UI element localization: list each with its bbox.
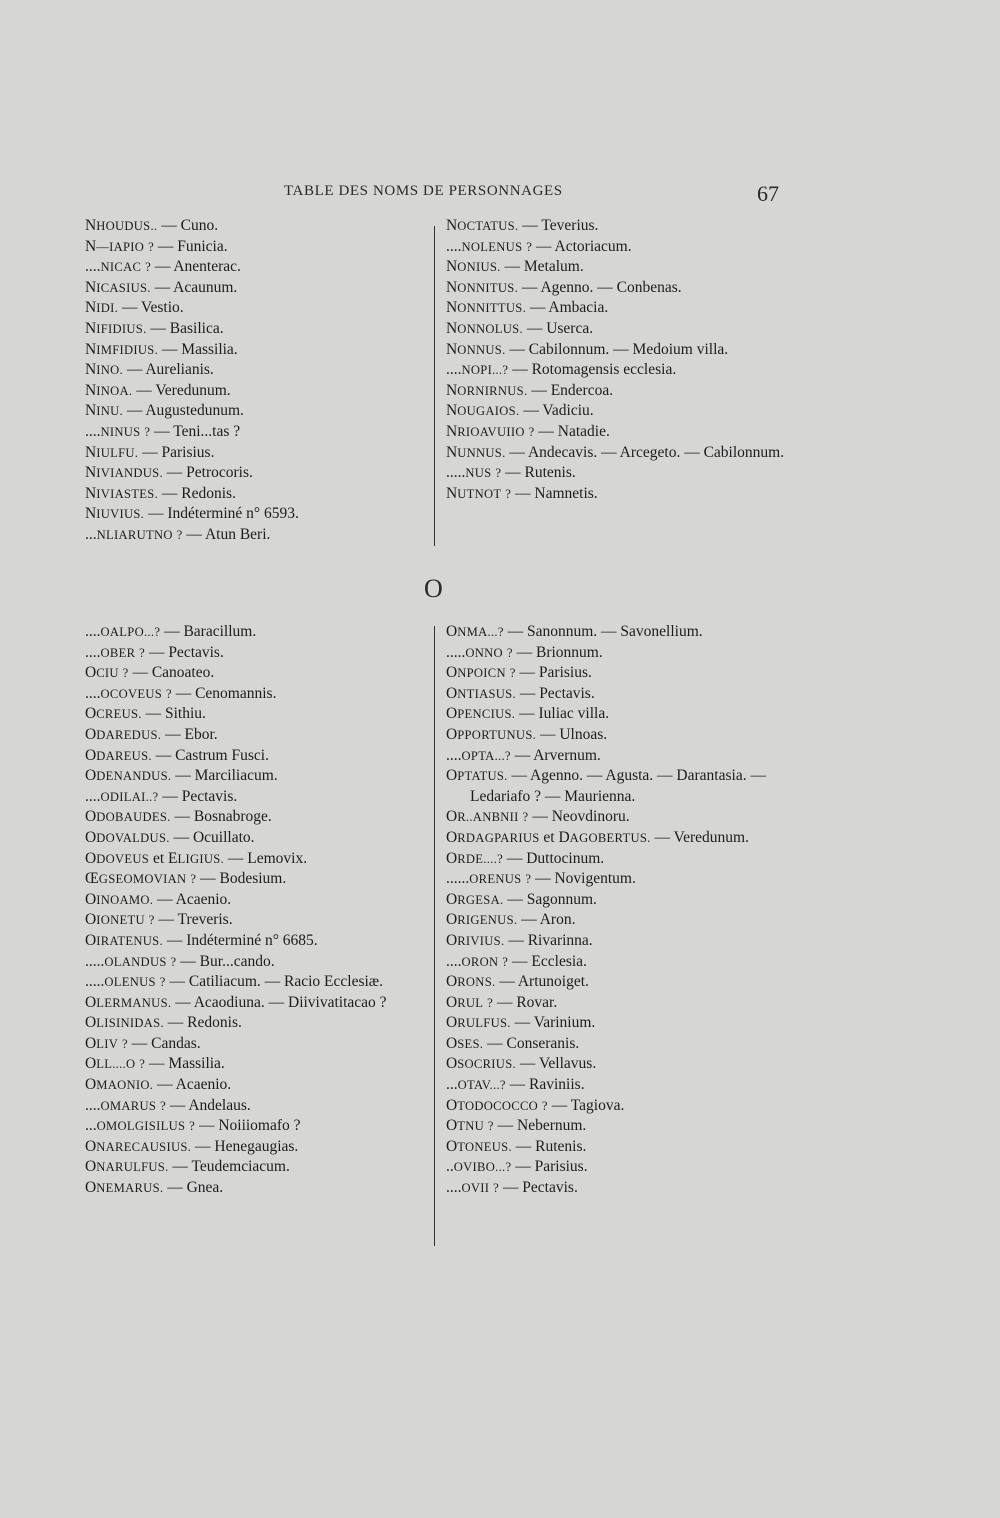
entry-place: Duttocinum.: [526, 849, 605, 867]
entry-name: ONTIASUS.: [446, 684, 516, 702]
entry-name: ORONS.: [446, 973, 496, 991]
entry-name: ONEMARUS.: [85, 1179, 164, 1197]
entry-place: Nebernum.: [517, 1117, 587, 1135]
index-entry: ORIVIUS. — Rivarinna.: [446, 931, 593, 949]
entry-name: ....NICAC ?: [85, 258, 151, 276]
entry-place: Lemovix.: [247, 849, 308, 867]
entry-place: Ulnoas.: [559, 725, 608, 743]
index-entry: N—IAPIO ? — Funicia.: [85, 237, 228, 255]
entry-name: OCIU ?: [85, 664, 129, 682]
entry-name: ....OCOVEUS ?: [85, 684, 172, 702]
entry-place: Henegaugias.: [214, 1137, 299, 1155]
entry-name: NONNUS.: [446, 340, 506, 358]
index-entry: ....OMARUS ? — Andelaus.: [85, 1096, 251, 1114]
index-entry: NONNITTUS. — Ambacia.: [446, 299, 609, 317]
entry-name: NINOA.: [85, 381, 133, 399]
index-entry: OTNU ? — Nebernum.: [446, 1117, 587, 1135]
entry-place: Sithiu.: [165, 705, 206, 723]
index-entry: ....OCOVEUS ? — Cenomannis.: [85, 684, 277, 702]
entry-name: ....ODILAI..?: [85, 787, 159, 805]
entry-name: ONPOICN ?: [446, 664, 516, 682]
entry-place: Acaunum.: [173, 278, 238, 296]
entry-name: ORDE....?: [446, 849, 503, 867]
entry-name: NONNITTUS.: [446, 299, 527, 317]
index-entry: .....NUS ? — Rutenis.: [446, 464, 576, 482]
index-entry: ...OMOLGISILUS ? — Noiiiomafo ?: [85, 1117, 301, 1135]
entry-name: NIVIASTES.: [85, 484, 159, 502]
entry-place: Pectavis.: [168, 643, 224, 661]
n-right-column: [446, 216, 791, 504]
index-entry: ....OALPO...? — Baracillum.: [85, 623, 257, 640]
index-entry: ....OPTA...? — Arvernum.: [446, 746, 601, 764]
entry-place: Redonis.: [187, 1014, 242, 1032]
entry-place: Ocuillato.: [192, 828, 255, 846]
index-entry: OSES. — Conseranis.: [446, 1034, 580, 1052]
entry-name: OSES.: [446, 1034, 484, 1052]
entry-place: Andelaus.: [188, 1096, 251, 1114]
index-entry: ....OVII ? — Pectavis.: [446, 1179, 578, 1197]
entry-place: Neovdinoru.: [551, 808, 630, 826]
index-entry: NINU. — Augustedunum.: [85, 402, 244, 420]
entry-place: Metalum.: [523, 258, 584, 276]
entry-place: Teni...tas ?: [173, 422, 241, 440]
entry-name: ....NOPI...?: [446, 361, 509, 379]
index-entry: NIFIDIUS. — Basilica.: [85, 319, 224, 337]
entry-name: NIVIANDUS.: [85, 464, 163, 482]
entry-place: Vestio.: [141, 299, 184, 317]
entry-name: OTNU ?: [446, 1117, 494, 1135]
entry-place: Bosnabroge.: [193, 808, 272, 826]
entry-name: ODAREDUS.: [85, 725, 162, 743]
entry-name: .....OLANDUS ?: [85, 952, 177, 970]
index-entry: OCREUS. — Sithiu.: [85, 705, 206, 723]
index-entry: NIULFU. — Parisius.: [85, 443, 215, 461]
index-entry: ORULFUS. — Varinium.: [446, 1014, 596, 1032]
entry-name: OLL....O ?: [85, 1055, 146, 1073]
entry-name: ....OPTA...?: [446, 746, 511, 764]
entry-name: ......ORENUS ?: [446, 870, 532, 888]
entry-place: Pectavis.: [181, 787, 238, 805]
entry-place: Cenomannis.: [195, 684, 277, 702]
entry-name: NIDI.: [85, 299, 119, 317]
entry-place: Ambacia.: [548, 299, 609, 317]
index-entry: NRIOAVUIIO ? — Natadie.: [446, 422, 610, 440]
entry-place: Actoriacum.: [554, 237, 632, 255]
entry-place: Ecclesia.: [531, 952, 587, 970]
index-entry: ONTIASUS. — Pectavis.: [446, 684, 595, 702]
entry-name: ODOVEUS et ELIGIUS.: [85, 849, 225, 867]
index-entry: OINOAMO. — Acaenio.: [85, 890, 232, 908]
entry-place: Cuno.: [180, 217, 219, 234]
index-entry: ORIGENUS. — Aron.: [446, 911, 576, 929]
page-number: 67: [757, 181, 779, 206]
entry-place: Pectavis.: [522, 1179, 578, 1197]
entry-name: .....OLENUS ?: [85, 973, 166, 991]
running-head: TABLE DES NOMS DE PERSONNAGES: [284, 183, 563, 199]
entry-name: NONNITUS.: [446, 278, 519, 296]
index-entry: OLL....O ? — Massilia.: [85, 1055, 225, 1073]
index-entry: NIVIANDUS. — Petrocoris.: [85, 464, 253, 482]
entry-place: Candas.: [151, 1034, 201, 1052]
entry-name: ŒGSEOMOVIAN ?: [85, 870, 197, 888]
entry-name: NOCTATUS.: [446, 217, 519, 234]
entry-place: Parisius.: [534, 1158, 588, 1176]
index-entry: ORONS. — Artunoiget.: [446, 973, 589, 991]
entry-name: OMAONIO.: [85, 1076, 154, 1094]
entry-place: Brionnum.: [535, 643, 603, 661]
entry-name: ODAREUS.: [85, 746, 152, 764]
entry-name: ORIGENUS.: [446, 911, 518, 929]
index-entry: ....ODILAI..? — Pectavis.: [85, 787, 238, 805]
entry-name: NINO.: [85, 361, 123, 379]
index-entry: ODOVEUS et ELIGIUS. — Lemovix.: [85, 849, 308, 867]
index-entry: NONIUS. — Metalum.: [446, 258, 584, 276]
index-entry: ....OBER ? — Pectavis.: [85, 643, 224, 661]
entry-name: OLERMANUS.: [85, 993, 172, 1011]
entry-place: Augustedunum.: [145, 402, 244, 420]
index-entry: ....NINUS ? — Teni...tas ?: [85, 422, 241, 440]
entry-place: Arvernum.: [533, 746, 601, 764]
entry-name: ODOVALDUS.: [85, 828, 170, 846]
index-entry: .....ONNO ? — Brionnum.: [446, 643, 603, 661]
entry-place: Funicia.: [177, 237, 228, 255]
index-entry: ONPOICN ? — Parisius.: [446, 664, 592, 682]
entry-place: Artunoiget.: [517, 973, 589, 991]
entry-place: Treveris.: [177, 911, 233, 929]
entry-place: Namnetis.: [534, 484, 598, 502]
entry-name: OINOAMO.: [85, 890, 154, 908]
index-entry: NONNUS. — Cabilonnum. — Medoium villa.: [446, 340, 729, 358]
entry-name: .....ONNO ?: [446, 643, 513, 661]
entry-place: Catiliacum. — Racio Ecclesiæ.: [188, 973, 384, 991]
index-entry: ŒGSEOMOVIAN ? — Bodesium.: [85, 870, 287, 888]
entry-name: NICASIUS.: [85, 278, 151, 296]
entry-name: ORDAGPARIUS et DAGOBERTUS.: [446, 828, 651, 846]
index-entry: OR..ANBNII ? — Neovdinoru.: [446, 808, 630, 826]
index-entry: ONMA...? — Sanonnum. — Savonellium.: [446, 623, 703, 640]
index-entry: ....NICAC ? — Anenterac.: [85, 258, 241, 276]
entry-place: Vadiciu.: [542, 402, 594, 420]
index-entry: ....NOPI...? — Rotomagensis ecclesia.: [446, 361, 677, 379]
entry-place: Endercoa.: [550, 381, 614, 399]
entry-name: OLISINIDAS.: [85, 1014, 164, 1032]
entry-name: OIONETU ?: [85, 911, 155, 929]
entry-place: Agenno. — Conbenas.: [540, 278, 682, 296]
index-entry: ODOVALDUS. — Ocuillato.: [85, 828, 255, 846]
entry-place: Varinium.: [533, 1014, 596, 1032]
entry-name: NIMFIDIUS.: [85, 340, 159, 358]
entry-name: ....OALPO...?: [85, 623, 161, 640]
entry-place: Novigentum.: [554, 870, 636, 888]
index-entry: ORDAGPARIUS et DAGOBERTUS. — Veredunum.: [446, 828, 749, 846]
entry-place: Veredunum.: [673, 828, 749, 846]
index-entry: OCIU ? — Canoateo.: [85, 664, 215, 682]
entry-name: OTODOCOCCO ?: [446, 1096, 548, 1114]
index-entry: OMAONIO. — Acaenio.: [85, 1076, 232, 1094]
entry-place: Teudemciacum.: [191, 1158, 290, 1176]
entry-place: Rotomagensis ecclesia.: [531, 361, 677, 379]
entry-place: Rutenis.: [535, 1137, 587, 1155]
entry-place: Parisius.: [538, 664, 592, 682]
entry-place: Veredunum.: [155, 381, 231, 399]
n-left-column: [85, 216, 430, 546]
column-divider-n: [434, 226, 435, 546]
index-entry: ..OVIBO...? — Parisius.: [446, 1158, 588, 1176]
entry-name: ..OVIBO...?: [446, 1158, 512, 1176]
index-entry: OTONEUS. — Rutenis.: [446, 1137, 587, 1155]
entry-place: Userca.: [546, 319, 594, 337]
entry-name: ONMA...?: [446, 623, 504, 640]
entry-place: Anenterac.: [173, 258, 241, 276]
index-entry: ....ORON ? — Ecclesia.: [446, 952, 587, 970]
entry-place: Aron.: [539, 911, 576, 929]
index-entry: ......ORENUS ? — Novigentum.: [446, 870, 636, 888]
entry-name: ORUL ?: [446, 993, 494, 1011]
entry-name: ....NOLENUS ?: [446, 237, 533, 255]
index-entry: NOCTATUS. — Teverius.: [446, 217, 599, 234]
entry-place: Bur...cando.: [199, 952, 275, 970]
entry-place: Rovar.: [516, 993, 558, 1011]
entry-place: Agenno. — Agusta. — Darantasia. — Ledariafo ? — Maurienna.: [470, 767, 766, 805]
entry-name: ....OBER ?: [85, 643, 146, 661]
entry-name: NUTNOT ?: [446, 484, 512, 502]
index-entry: OIONETU ? — Treveris.: [85, 911, 233, 929]
entry-place: Sanonnum. — Savonellium.: [526, 623, 703, 640]
index-entry: OPTATUS. — Agenno. — Agusta. — Darantasia. — Ledariafo ? — Maurienna.: [446, 767, 766, 805]
entry-place: Petrocoris.: [186, 464, 253, 482]
entry-place: Canoateo.: [151, 664, 215, 682]
entry-place: Atun Beri.: [204, 525, 271, 543]
index-entry: NHOUDUS.. — Cuno.: [85, 217, 219, 234]
index-entry: ...NLIARUTNO ? — Atun Beri.: [85, 525, 271, 543]
entry-name: NIUVIUS.: [85, 505, 145, 523]
entry-name: NRIOAVUIIO ?: [446, 422, 535, 440]
index-entry: NORNIRNUS. — Endercoa.: [446, 381, 614, 399]
index-entry: ONARECAUSIUS. — Henegaugias.: [85, 1137, 299, 1155]
entry-name: NUNNUS.: [446, 443, 506, 461]
entry-name: ....OVII ?: [446, 1179, 500, 1197]
index-entry: OLIV ? — Candas.: [85, 1034, 201, 1052]
entry-place: Acaodiuna. — Diivivatitacao ?: [193, 993, 387, 1011]
index-entry: OIRATENUS. — Indéterminé n° 6685.: [85, 931, 318, 949]
index-entry: NOUGAIOS. — Vadiciu.: [446, 402, 594, 420]
entry-place: Tagiova.: [570, 1096, 625, 1114]
index-entry: OLERMANUS. — Acaodiuna. — Diivivatitacao ?: [85, 993, 387, 1011]
entry-place: Gnea.: [186, 1179, 224, 1197]
index-entry: ORGESA. — Sagonnum.: [446, 890, 597, 908]
column-divider-o: [434, 626, 435, 1246]
entry-place: Indéterminé n° 6593.: [167, 505, 299, 523]
entry-place: Ebor.: [184, 725, 218, 743]
index-entry: NINOA. — Veredunum.: [85, 381, 231, 399]
entry-name: ...NLIARUTNO ?: [85, 525, 183, 543]
entry-place: Basilica.: [169, 319, 224, 337]
entry-name: OPPORTUNUS.: [446, 725, 537, 743]
entry-place: Baracillum.: [183, 623, 257, 640]
index-entry: OLISINIDAS. — Redonis.: [85, 1014, 242, 1032]
index-entry: ORUL ? — Rovar.: [446, 993, 558, 1011]
entry-name: OPTATUS.: [446, 767, 508, 785]
entry-name: NOUGAIOS.: [446, 402, 520, 420]
index-entry: ORDE....? — Duttocinum.: [446, 849, 605, 867]
entry-place: Vellavus.: [538, 1055, 597, 1073]
entry-place: Massilia.: [181, 340, 238, 358]
index-entry: ONARULFUS. — Teudemciacum.: [85, 1158, 290, 1176]
entry-name: OLIV ?: [85, 1034, 128, 1052]
o-left-column: [85, 622, 430, 1199]
entry-name: NONIUS.: [446, 258, 501, 276]
entry-name: ORIVIUS.: [446, 931, 505, 949]
entry-place: Rutenis.: [524, 464, 576, 482]
entry-place: Marciliacum.: [194, 767, 278, 785]
entry-place: Raviniis.: [529, 1076, 585, 1094]
entry-place: Massilia.: [168, 1055, 225, 1073]
o-right-column: [446, 622, 791, 1199]
entry-place: Parisius.: [161, 443, 215, 461]
entry-place: Natadie.: [557, 422, 610, 440]
index-entry: ODAREDUS. — Ebor.: [85, 725, 218, 743]
index-entry: OPPORTUNUS. — Ulnoas.: [446, 725, 608, 743]
index-entry: NIDI. — Vestio.: [85, 299, 184, 317]
entry-name: NIULFU.: [85, 443, 139, 461]
entry-name: OSOCRIUS.: [446, 1055, 516, 1073]
entry-place: Iuliac villa.: [538, 705, 610, 723]
entry-name: ....NINUS ?: [85, 422, 151, 440]
index-entry: NONNOLUS. — Userca.: [446, 319, 594, 337]
index-entry: ODOBAUDES. — Bosnabroge.: [85, 808, 272, 826]
entry-name: OIRATENUS.: [85, 931, 163, 949]
entry-name: ONARULFUS.: [85, 1158, 169, 1176]
entry-place: Acaenio.: [175, 890, 232, 908]
entry-name: OTONEUS.: [446, 1137, 512, 1155]
entry-place: Pectavis.: [539, 684, 595, 702]
entry-place: Sagonnum.: [526, 890, 597, 908]
index-entry: ....NOLENUS ? — Actoriacum.: [446, 237, 632, 255]
entry-name: ODOBAUDES.: [85, 808, 171, 826]
index-entry: OPENCIUS. — Iuliac villa.: [446, 705, 610, 723]
entry-place: Noiiiomafo ?: [218, 1117, 301, 1135]
index-entry: ODENANDUS. — Marciliacum.: [85, 767, 278, 785]
index-entry: OTODOCOCCO ? — Tagiova.: [446, 1096, 625, 1114]
index-entry: NIVIASTES. — Redonis.: [85, 484, 236, 502]
entry-name: ...OMOLGISILUS ?: [85, 1117, 196, 1135]
entry-name: NHOUDUS..: [85, 217, 158, 234]
entry-place: Acaenio.: [175, 1076, 232, 1094]
index-entry: ONEMARUS. — Gnea.: [85, 1179, 224, 1197]
entry-name: ....ORON ?: [446, 952, 509, 970]
entry-name: ....OMARUS ?: [85, 1096, 166, 1114]
entry-name: ORULFUS.: [446, 1014, 511, 1032]
index-entry: NIUVIUS. — Indéterminé n° 6593.: [85, 505, 299, 523]
entry-place: Aurelianis.: [145, 361, 214, 379]
entry-name: NORNIRNUS.: [446, 381, 528, 399]
entry-name: ODENANDUS.: [85, 767, 172, 785]
entry-place: Redonis.: [181, 484, 236, 502]
index-entry: .....OLENUS ? — Catiliacum. — Racio Ecclesiæ.: [85, 973, 384, 991]
index-entry: OSOCRIUS. — Vellavus.: [446, 1055, 597, 1073]
index-entry: ODAREUS. — Castrum Fusci.: [85, 746, 269, 764]
entry-place: Indéterminé n° 6685.: [186, 931, 318, 949]
entry-place: Teverius.: [541, 217, 599, 234]
index-entry: NIMFIDIUS. — Massilia.: [85, 340, 238, 358]
entry-name: .....NUS ?: [446, 464, 502, 482]
entry-place: Castrum Fusci.: [175, 746, 269, 764]
index-entry: NICASIUS. — Acaunum.: [85, 278, 238, 296]
entry-name: N—IAPIO ?: [85, 237, 154, 255]
entry-name: ORGESA.: [446, 890, 504, 908]
entry-place: Andecavis. — Arcegeto. — Cabilonnum.: [527, 443, 785, 461]
entry-place: Cabilonnum. — Medoium villa.: [528, 340, 729, 358]
entry-name: NIFIDIUS.: [85, 319, 147, 337]
entry-name: OCREUS.: [85, 705, 142, 723]
entry-place: Rivarinna.: [527, 931, 593, 949]
entry-name: ONARECAUSIUS.: [85, 1137, 192, 1155]
entry-name: NONNOLUS.: [446, 319, 523, 337]
entry-place: Conseranis.: [506, 1034, 580, 1052]
section-letter: O: [424, 574, 443, 603]
entry-name: OR..ANBNII ?: [446, 808, 529, 826]
index-entry: NUNNUS. — Andecavis. — Arcegeto. — Cabilonnum.: [446, 443, 785, 461]
index-entry: ...OTAV...? — Raviniis.: [446, 1076, 585, 1094]
index-entry: NONNITUS. — Agenno. — Conbenas.: [446, 278, 682, 296]
index-entry: NINO. — Aurelianis.: [85, 361, 214, 379]
entry-name: ...OTAV...?: [446, 1076, 506, 1094]
entry-place: Bodesium.: [219, 870, 287, 888]
entry-name: OPENCIUS.: [446, 705, 516, 723]
index-entry: NUTNOT ? — Namnetis.: [446, 484, 598, 502]
index-entry: .....OLANDUS ? — Bur...cando.: [85, 952, 275, 970]
entry-name: NINU.: [85, 402, 123, 420]
